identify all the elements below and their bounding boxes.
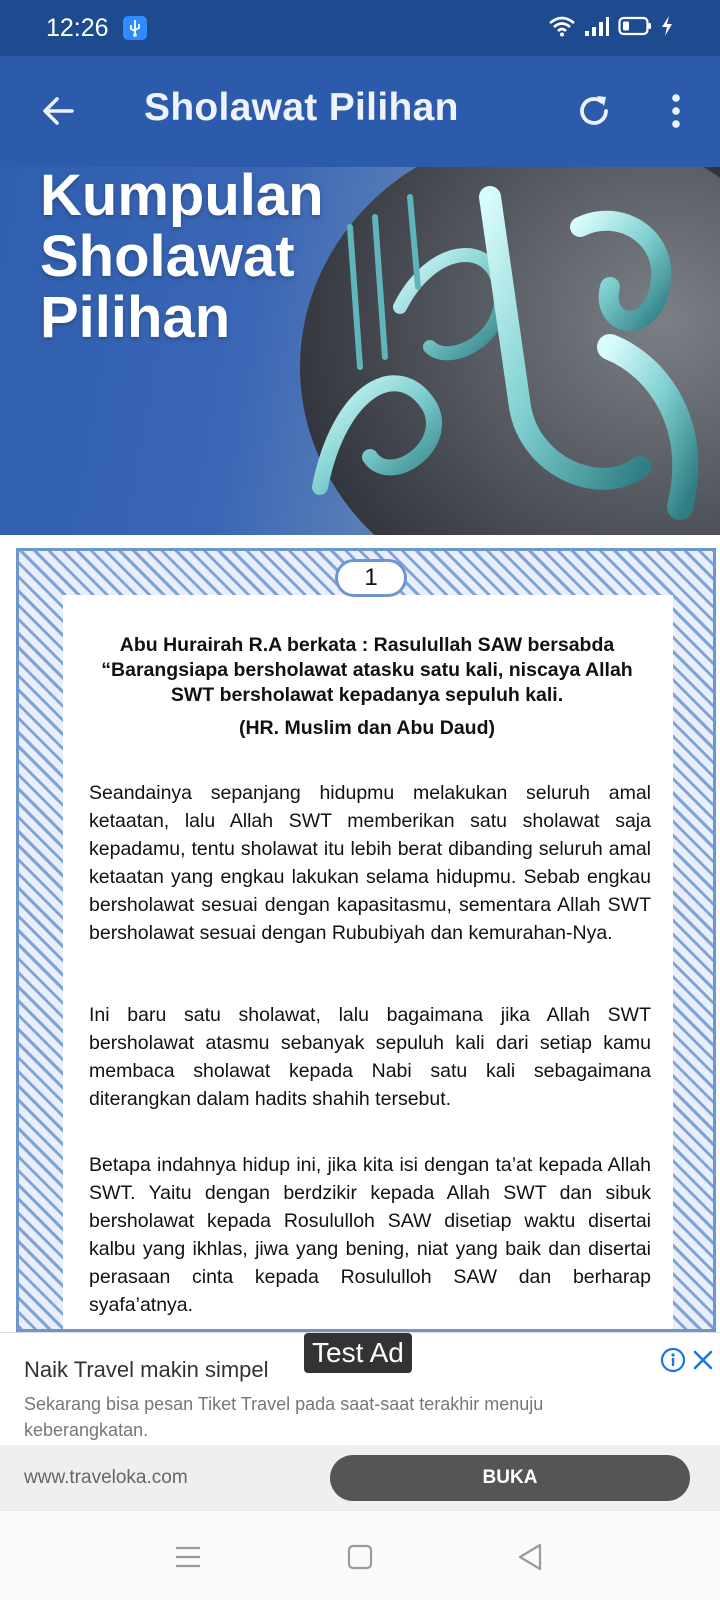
ad-url[interactable]: www.traveloka.com (24, 1467, 188, 1488)
recent-apps-button[interactable] (168, 1537, 208, 1577)
banner-title-line: Pilihan (40, 285, 231, 350)
status-icons (548, 15, 674, 41)
ad-description: Sekarang bisa pesan Tiket Travel pada saat-saat terakhir menuju keberangkatan. (24, 1394, 544, 1440)
page-number-badge: 1 (335, 559, 407, 597)
status-time: 12:26 (46, 13, 109, 42)
ad-info-icon[interactable] (660, 1347, 686, 1373)
ad-open-button[interactable]: BUKA (330, 1455, 690, 1501)
ad-banner[interactable] (0, 1332, 720, 1510)
back-triangle-icon (517, 1543, 543, 1571)
usb-icon (123, 16, 147, 40)
paragraph: Betapa indahnya hidup ini, jika kita isi dengan ta’at kepada Allah SWT. Yaitu dengan berdzikir kepada Allah SWT dan sibuk bersholawat kepada Rosululloh SAW disetiap waktu disertai kalbu yang ikhlas, jiwa yang bening, niat yang baik dan disertai perasaan cinta kepada Rosululloh SAW dan berharap syafa’atnya. (89, 1154, 651, 1316)
paragraph: Ini baru satu sholawat, lalu bagaimana jika Allah SWT bersholawat atasmu sebanyak sepuluh kali dari setiap kamu membaca sholawat kepada Nabi satu kali sebagaimana diterangkan dalam hadits shahih tersebut. (89, 1004, 651, 1110)
test-ad-badge: Test Ad (304, 1333, 412, 1373)
system-nav-bar (0, 1510, 720, 1600)
charging-icon (660, 15, 674, 41)
battery-icon (618, 16, 652, 40)
status-bar (0, 0, 720, 56)
content-page (16, 548, 716, 1332)
calligraphy-art (280, 167, 720, 535)
ad-headline[interactable]: Naik Travel makin simpel (24, 1357, 269, 1382)
ad-close-icon[interactable] (690, 1347, 716, 1373)
back-arrow-icon (40, 93, 76, 129)
refresh-button[interactable] (566, 83, 622, 139)
ad-footer (0, 1445, 720, 1511)
menu-icon (175, 1545, 201, 1569)
more-vert-icon (670, 93, 682, 129)
hadith-source: (HR. Muslim dan Abu Daud) (238, 717, 495, 739)
more-options-button[interactable] (648, 83, 704, 139)
banner-title-line: Sholawat (40, 224, 295, 289)
home-square-icon (347, 1544, 373, 1570)
paragraph: Seandainya sepanjang hidupmu melakukan seluruh amal ketaatan, lalu Allah SWT memberikan satu sholawat saja kepadamu, tentu sholawat itu lebih berat dibanding seluruh amal ketaatan yang engkau lakukan selama hidupmu. Sebab engkau bersholawat sesuai dengan kapasitasmu, sementara Allah SWT bersholawat sesuai dengan Rububiyah dan kemurahan-Nya. (89, 782, 651, 944)
system-back-button[interactable] (510, 1537, 550, 1577)
app-title: Sholawat Pilihan (144, 86, 459, 129)
app-bar (0, 56, 720, 167)
signal-icon (584, 15, 610, 41)
banner-image (0, 167, 720, 535)
hadith-quote: Abu Hurairah R.A berkata : Rasulullah SAW bersabda “Barangsiapa bersholawat atasku satu kali, niscaya Allah SWT bersholawat kepadanya sepuluh kali. (101, 634, 633, 706)
wifi-icon (548, 15, 576, 41)
home-button[interactable] (340, 1537, 380, 1577)
back-button[interactable] (30, 83, 86, 139)
refresh-icon (575, 92, 613, 130)
banner-title (40, 167, 324, 348)
banner-title-line: Kumpulan (40, 167, 324, 228)
